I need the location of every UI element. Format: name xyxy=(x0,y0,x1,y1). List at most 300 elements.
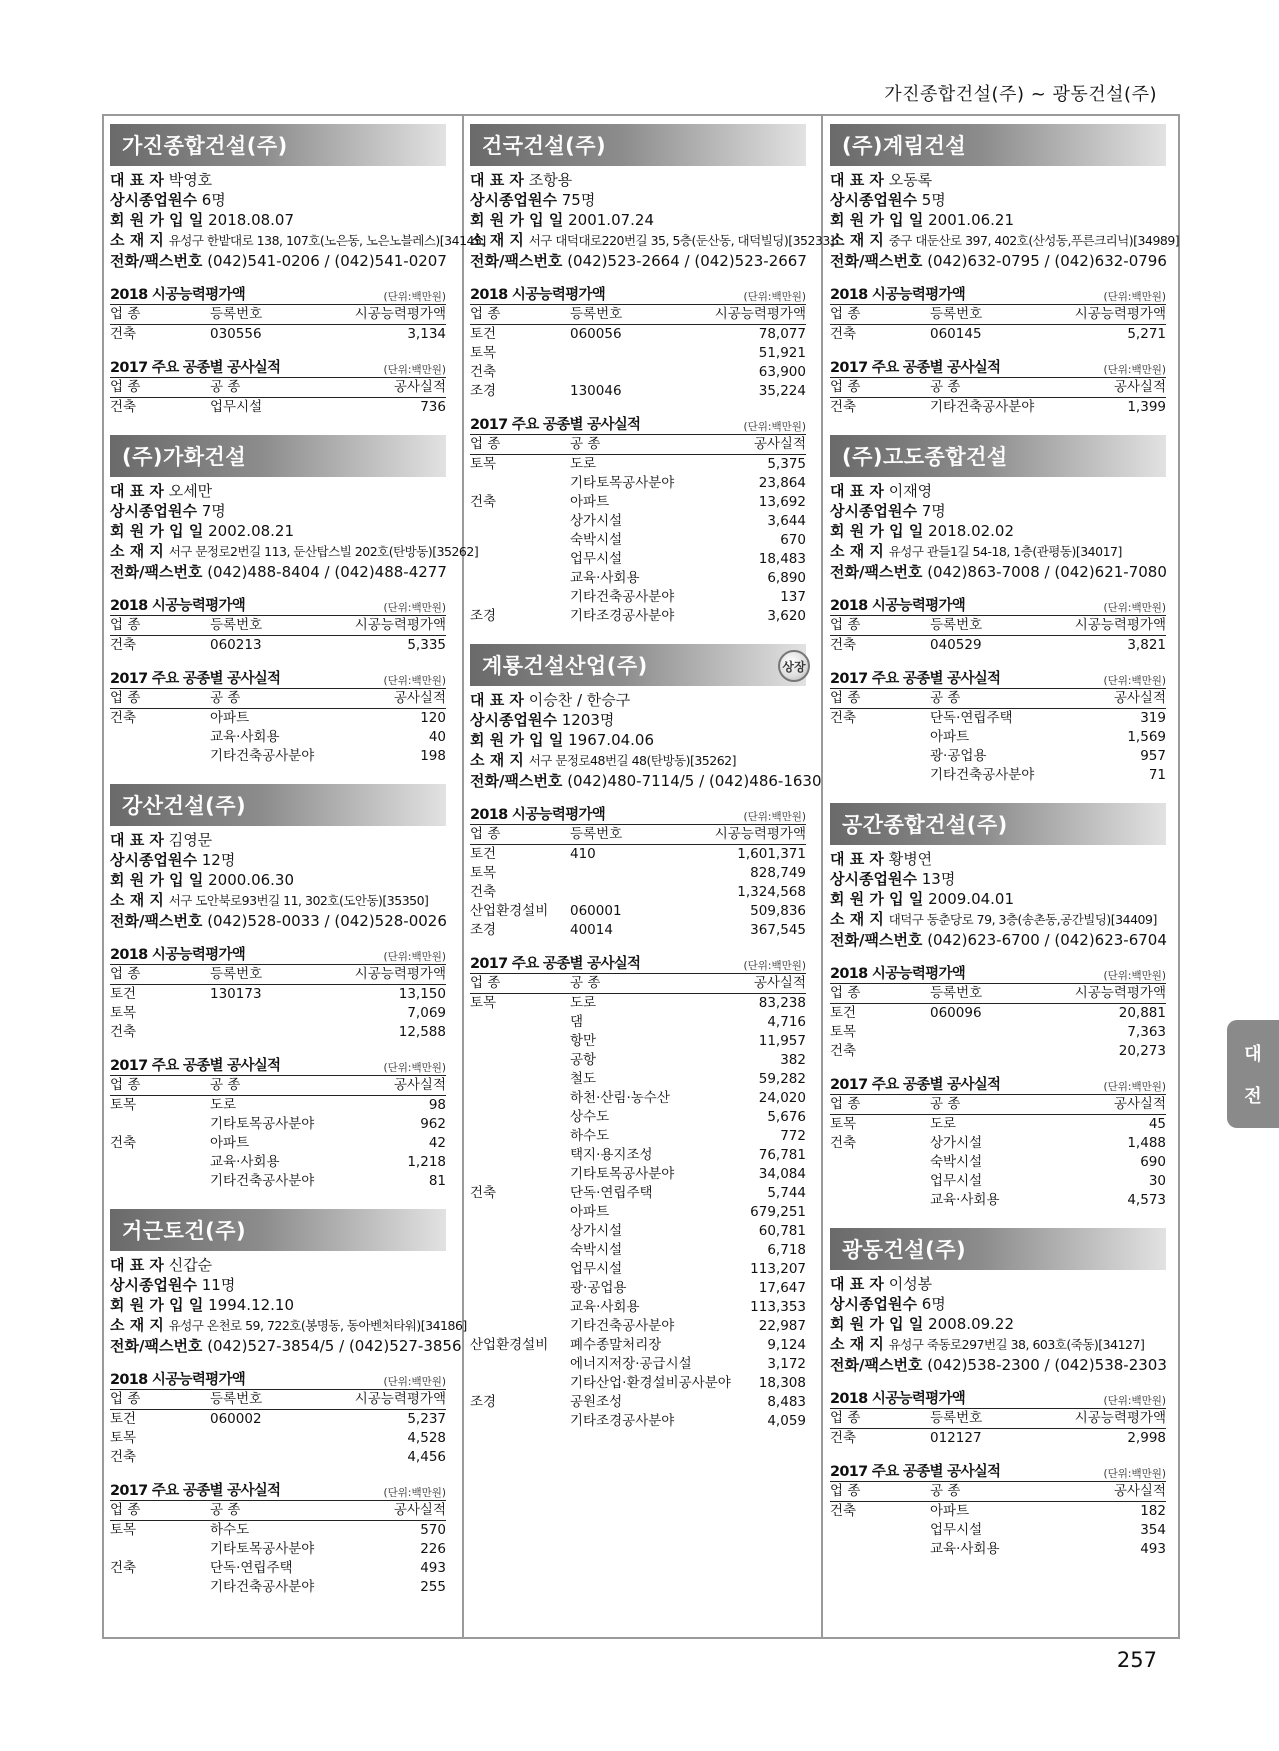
column-divider xyxy=(462,114,464,1639)
capacity-heading xyxy=(110,285,446,305)
capacity-unit: (단위:백만원) xyxy=(383,602,446,614)
column-header: 시공능력평가액 xyxy=(1070,305,1166,325)
column-header: 업 종 xyxy=(830,378,930,398)
table-header xyxy=(110,305,446,325)
column-header: 업 종 xyxy=(830,1482,930,1502)
phone-fax-value: (042)488-8404 / (042)488-4277 xyxy=(207,563,447,581)
performance-title: 2017 주요 공종별 공사실적 xyxy=(470,417,641,433)
performance-table xyxy=(470,974,806,1431)
table-cell: 3,644 xyxy=(767,513,806,529)
table-cell: 건축 xyxy=(830,1503,857,1519)
table-cell: 토목 xyxy=(110,1522,137,1538)
table-cell: 건축 xyxy=(470,494,497,510)
table-row xyxy=(470,1203,806,1222)
column-header: 등록번호 xyxy=(210,616,350,636)
column-header: 등록번호 xyxy=(570,825,710,845)
table-row xyxy=(830,398,1166,418)
join-date-label: 회 원 가 입 일 xyxy=(470,731,564,749)
table-row xyxy=(470,363,806,382)
table-cell: 679,251 xyxy=(750,1204,806,1220)
table-cell: 아파트 xyxy=(570,1204,610,1220)
table-row xyxy=(470,1013,806,1032)
table-cell: 957 xyxy=(1140,748,1166,764)
table-row xyxy=(830,728,1166,747)
employee-count-value: 6명 xyxy=(921,1295,946,1313)
table-cell: 교육·사회용 xyxy=(930,1541,1000,1557)
table-cell: 12,588 xyxy=(398,1024,446,1040)
table-row xyxy=(110,728,446,747)
employee-count xyxy=(110,190,446,210)
table-cell: 토목 xyxy=(830,1116,857,1132)
representative-value: 이성봉 xyxy=(888,1275,933,1293)
table-cell: 기타토목공사분야 xyxy=(570,1166,675,1182)
table-row xyxy=(470,1393,806,1412)
table-cell: 690 xyxy=(1140,1154,1166,1170)
table-cell: 6,718 xyxy=(767,1242,806,1258)
table-cell: 건축 xyxy=(830,637,857,653)
table-row xyxy=(110,1448,446,1467)
table-row xyxy=(110,709,446,729)
column-header: 등록번호 xyxy=(930,616,1070,636)
capacity-heading xyxy=(110,596,446,616)
table-cell: 업무시설 xyxy=(210,399,263,415)
table-cell xyxy=(470,569,570,588)
table-cell: 기타건축공사분야 xyxy=(210,1173,315,1189)
table-row xyxy=(110,325,446,345)
performance-table xyxy=(470,435,806,626)
table-row xyxy=(470,550,806,569)
address-value: 서구 문정로2번길 113, 둔산탑스빌 202호(탄방동)[35262] xyxy=(168,544,479,559)
table-cell: 산업환경설비 xyxy=(470,1337,549,1353)
table-row xyxy=(470,588,806,607)
performance-unit: (단위:백만원) xyxy=(1103,364,1166,376)
representative-label: 대 표 자 xyxy=(830,1275,884,1293)
table-cell: 토목 xyxy=(470,345,497,361)
table-header xyxy=(110,965,446,985)
column-header: 공사실적 xyxy=(1070,1095,1166,1115)
column-header: 업 종 xyxy=(110,1501,210,1521)
performance-title: 2017 주요 공종별 공사실적 xyxy=(830,1077,1001,1093)
company-entry xyxy=(830,435,1166,785)
table-cell xyxy=(470,1013,570,1032)
table-header xyxy=(470,305,806,325)
table-row xyxy=(470,1279,806,1298)
table-cell: 업무시설 xyxy=(570,551,623,567)
column-header: 시공능력평가액 xyxy=(1070,984,1166,1004)
table-row xyxy=(830,325,1166,345)
representative-label: 대 표 자 xyxy=(110,831,164,849)
table-cell xyxy=(210,1448,350,1467)
table-row xyxy=(470,845,806,865)
table-cell: 아파트 xyxy=(210,710,250,726)
table-row xyxy=(470,344,806,363)
capacity-unit: (단위:백만원) xyxy=(1103,291,1166,303)
column-header: 공 종 xyxy=(210,689,350,709)
address-label: 소 재 지 xyxy=(470,231,524,249)
phone-fax-label: 전화/팩스번호 xyxy=(830,1356,923,1374)
representative-value: 오세만 xyxy=(168,482,213,500)
table-cell: 81 xyxy=(428,1173,446,1189)
address-value: 서구 도안북로93번길 11, 302호(도안동)[35350] xyxy=(168,893,429,908)
table-cell: 숙박시설 xyxy=(930,1154,983,1170)
table-cell: 3,134 xyxy=(407,326,446,342)
table-row xyxy=(110,1004,446,1023)
representative-label: 대 표 자 xyxy=(470,171,524,189)
capacity-title: 2018 시공능력평가액 xyxy=(110,947,246,963)
join-date xyxy=(830,1314,1166,1334)
table-cell: 51,921 xyxy=(758,345,806,361)
performance-table xyxy=(830,1095,1166,1210)
employee-count-value: 12명 xyxy=(201,851,236,869)
address-label: 소 재 지 xyxy=(830,542,884,560)
company-entry xyxy=(110,1209,467,1597)
table-cell xyxy=(470,1260,570,1279)
employee-count-value: 13명 xyxy=(921,870,956,888)
join-date-label: 회 원 가 입 일 xyxy=(470,211,564,229)
table-row xyxy=(830,1540,1166,1559)
table-cell: 040529 xyxy=(930,637,982,653)
capacity-unit: (단위:백만원) xyxy=(383,951,446,963)
join-date-value: 2018.02.02 xyxy=(928,522,1015,540)
table-cell: 137 xyxy=(780,589,806,605)
table-cell: 828,749 xyxy=(750,865,806,881)
representative xyxy=(110,481,446,501)
phone-fax-label: 전화/팩스번호 xyxy=(110,912,203,930)
performance-heading xyxy=(830,1462,1166,1482)
phone-fax-value: (042)541-0206 / (042)541-0207 xyxy=(207,252,447,270)
column-header: 공 종 xyxy=(210,378,350,398)
company-title-bar xyxy=(830,803,1166,845)
table-cell xyxy=(570,344,710,363)
representative xyxy=(830,481,1166,501)
join-date xyxy=(110,521,446,541)
phone-fax xyxy=(470,251,806,271)
table-cell: 130173 xyxy=(210,986,262,1002)
table-cell: 건축 xyxy=(470,364,497,380)
representative-value: 황병연 xyxy=(888,850,933,868)
column-header: 시공능력평가액 xyxy=(1070,616,1166,636)
table-cell xyxy=(930,1023,1070,1042)
performance-unit: (단위:백만원) xyxy=(743,960,806,972)
table-cell: 3,172 xyxy=(767,1356,806,1372)
phone-fax-label: 전화/팩스번호 xyxy=(470,252,563,270)
company-name: (주)계림건설 xyxy=(842,134,967,158)
company-entry xyxy=(830,124,1180,417)
table-row xyxy=(470,1412,806,1431)
table-cell: 113,207 xyxy=(750,1261,806,1277)
capacity-heading xyxy=(830,285,1166,305)
phone-fax xyxy=(830,930,1166,950)
table-cell: 기타토목공사분야 xyxy=(210,1116,315,1132)
column-header: 업 종 xyxy=(830,1095,930,1115)
table-cell: 7,363 xyxy=(1127,1024,1166,1040)
table-cell: 113,353 xyxy=(750,1299,806,1315)
table-cell: 건축 xyxy=(110,1135,137,1151)
table-cell: 건축 xyxy=(470,884,497,900)
table-cell: 060001 xyxy=(570,903,622,919)
employee-count-value: 1203명 xyxy=(561,711,615,729)
phone-fax-value: (042)632-0795 / (042)632-0796 xyxy=(927,252,1167,270)
phone-fax-value: (042)863-7008 / (042)621-7080 xyxy=(927,563,1167,581)
table-cell xyxy=(110,1153,210,1172)
table-cell: 업무시설 xyxy=(570,1261,623,1277)
representative xyxy=(470,690,806,710)
company-name: 계룡건설산업(주) xyxy=(482,654,648,678)
performance-title: 2017 주요 공종별 공사실적 xyxy=(110,1058,281,1074)
column-header: 공 종 xyxy=(570,435,710,455)
column-header: 업 종 xyxy=(110,689,210,709)
table-row xyxy=(470,864,806,883)
representative-value: 조항용 xyxy=(528,171,573,189)
performance-unit: (단위:백만원) xyxy=(383,364,446,376)
company-entry xyxy=(110,435,479,766)
column-header: 업 종 xyxy=(110,1076,210,1096)
address-value: 중구 대둔산로 397, 402호(산성동,푸른크리닉)[34989] xyxy=(888,233,1180,248)
employee-count xyxy=(830,869,1166,889)
table-cell: 1,601,371 xyxy=(737,846,806,862)
phone-fax-label: 전화/팩스번호 xyxy=(110,252,203,270)
table-row xyxy=(110,747,446,766)
join-date-label: 회 원 가 입 일 xyxy=(110,871,204,889)
table-row xyxy=(470,512,806,531)
table-cell: 토목 xyxy=(110,1430,137,1446)
capacity-unit: (단위:백만원) xyxy=(1103,602,1166,614)
table-cell: 509,836 xyxy=(750,903,806,919)
company-entry xyxy=(470,644,822,1431)
company-name: 거근토건(주) xyxy=(122,1219,247,1243)
table-row xyxy=(110,1578,446,1597)
company-name: 강산건설(주) xyxy=(122,794,247,818)
table-cell: 조경 xyxy=(470,1394,497,1410)
join-date-value: 2002.08.21 xyxy=(208,522,295,540)
column-header: 등록번호 xyxy=(930,984,1070,1004)
table-cell: 3,620 xyxy=(767,608,806,624)
table-cell xyxy=(110,1540,210,1559)
table-cell: 기타토목공사분야 xyxy=(570,475,675,491)
representative-value: 신갑순 xyxy=(168,1256,213,1274)
table-cell: 건축 xyxy=(830,1430,857,1446)
phone-fax-value: (042)538-2300 / (042)538-2303 xyxy=(927,1356,1167,1374)
performance-unit: (단위:백만원) xyxy=(383,675,446,687)
column-header: 업 종 xyxy=(470,305,570,325)
table-cell: 6,890 xyxy=(767,570,806,586)
table-cell: 하천·산림·농수산 xyxy=(570,1090,670,1106)
table-cell: 기타조경공사분야 xyxy=(570,1413,675,1429)
company-name: 공간종합건설(주) xyxy=(842,813,1008,837)
representative-value: 박영호 xyxy=(168,171,213,189)
representative-label: 대 표 자 xyxy=(830,171,884,189)
table-cell: 34,084 xyxy=(758,1166,806,1182)
table-header xyxy=(110,689,446,709)
phone-fax-label: 전화/팩스번호 xyxy=(830,563,923,581)
region-tab[interactable] xyxy=(1227,1020,1279,1128)
column-header: 공사실적 xyxy=(1070,689,1166,709)
table-cell: 9,124 xyxy=(767,1337,806,1353)
phone-fax-value: (042)527-3854/5 / (042)527-3856 xyxy=(207,1337,462,1355)
join-date-value: 1994.12.10 xyxy=(208,1296,295,1314)
company-title-bar xyxy=(470,644,806,686)
table-cell: 토건 xyxy=(470,846,497,862)
performance-table xyxy=(110,1076,446,1191)
join-date-label: 회 원 가 입 일 xyxy=(830,890,924,908)
table-cell: 기타건축공사분야 xyxy=(570,1318,675,1334)
table-cell: 060056 xyxy=(570,326,622,342)
region-tab-line1: 대 xyxy=(1244,1044,1262,1065)
capacity-table xyxy=(110,616,446,655)
table-cell: 기타산업·환경설비공사분야 xyxy=(570,1375,731,1391)
join-date-label: 회 원 가 입 일 xyxy=(830,522,924,540)
employee-count xyxy=(110,1275,446,1295)
table-cell xyxy=(470,1146,570,1165)
table-cell: 5,744 xyxy=(767,1185,806,1201)
join-date-value: 2008.09.22 xyxy=(928,1315,1015,1333)
phone-fax-value: (042)528-0033 / (042)528-0026 xyxy=(207,912,447,930)
table-header xyxy=(830,616,1166,636)
employee-count-value: 7명 xyxy=(921,502,946,520)
table-row xyxy=(470,1184,806,1203)
table-cell: 570 xyxy=(420,1522,446,1538)
table-row xyxy=(470,1222,806,1241)
table-cell: 항만 xyxy=(570,1033,597,1049)
table-row xyxy=(470,1165,806,1184)
capacity-table xyxy=(110,305,446,344)
employee-count-label: 상시종업원수 xyxy=(470,191,557,209)
table-cell xyxy=(470,1127,570,1146)
address xyxy=(110,890,446,911)
company-name: 가진종합건설(주) xyxy=(122,134,288,158)
table-row xyxy=(470,1051,806,1070)
representative-label: 대 표 자 xyxy=(830,850,884,868)
table-row xyxy=(830,636,1166,656)
table-cell: 5,676 xyxy=(767,1109,806,1125)
table-row xyxy=(470,531,806,550)
table-cell: 2,998 xyxy=(1127,1430,1166,1446)
capacity-table xyxy=(470,825,806,940)
table-cell: 숙박시설 xyxy=(570,532,623,548)
join-date xyxy=(830,889,1166,909)
join-date-label: 회 원 가 입 일 xyxy=(830,1315,924,1333)
performance-title: 2017 주요 공종별 공사실적 xyxy=(830,1464,1001,1480)
table-cell: 1,218 xyxy=(407,1154,446,1170)
table-cell: 건축 xyxy=(110,710,137,726)
table-cell: 78,077 xyxy=(758,326,806,342)
employee-count-value: 75명 xyxy=(561,191,596,209)
employee-count xyxy=(470,710,806,730)
column-header: 업 종 xyxy=(830,616,930,636)
table-cell: 업무시설 xyxy=(930,1522,983,1538)
capacity-heading xyxy=(110,1370,446,1390)
table-row xyxy=(830,1429,1166,1449)
table-header xyxy=(110,378,446,398)
employee-count-label: 상시종업원수 xyxy=(110,502,197,520)
performance-table xyxy=(830,378,1166,417)
table-cell xyxy=(830,766,930,785)
table-cell xyxy=(470,1032,570,1051)
table-cell: 건축 xyxy=(830,326,857,342)
table-row xyxy=(470,493,806,512)
phone-fax-label: 전화/팩스번호 xyxy=(830,252,923,270)
phone-fax xyxy=(110,562,446,582)
performance-unit: (단위:백만원) xyxy=(383,1062,446,1074)
table-cell: 382 xyxy=(780,1052,806,1068)
table-cell xyxy=(210,1023,350,1042)
table-cell: 건축 xyxy=(110,1560,137,1576)
table-cell xyxy=(110,747,210,766)
company-name: 광동건설(주) xyxy=(842,1238,967,1262)
table-cell: 40 xyxy=(428,729,446,745)
table-cell: 기타건축공사분야 xyxy=(930,767,1035,783)
address-value: 대덕구 동춘당로 79, 3층(송촌동,공간빌딩)[34409] xyxy=(888,912,1157,927)
performance-table xyxy=(830,689,1166,785)
address-label: 소 재 지 xyxy=(470,751,524,769)
column-header: 공 종 xyxy=(570,974,731,994)
table-cell xyxy=(830,1191,930,1210)
table-row xyxy=(830,1042,1166,1061)
phone-fax xyxy=(110,911,446,931)
company-title-bar xyxy=(110,1209,446,1251)
table-cell xyxy=(110,1578,210,1597)
table-cell: 업무시설 xyxy=(930,1173,983,1189)
table-cell: 도로 xyxy=(210,1097,237,1113)
join-date xyxy=(830,210,1166,230)
column-header: 공사실적 xyxy=(350,1076,446,1096)
table-row xyxy=(470,994,806,1014)
table-row xyxy=(830,1521,1166,1540)
address xyxy=(470,230,835,251)
table-row xyxy=(470,1260,806,1279)
table-cell xyxy=(930,1042,1070,1061)
table-header xyxy=(830,1409,1166,1429)
phone-fax-label: 전화/팩스번호 xyxy=(470,772,563,790)
table-cell: 하수도 xyxy=(570,1128,610,1144)
column-header: 공사실적 xyxy=(350,1501,446,1521)
table-row xyxy=(470,1355,806,1374)
performance-title: 2017 주요 공종별 공사실적 xyxy=(470,956,641,972)
table-row xyxy=(830,766,1166,785)
table-cell: 교육·사회용 xyxy=(210,1154,280,1170)
table-cell: 조경 xyxy=(470,383,497,399)
employee-count xyxy=(830,1294,1166,1314)
table-row xyxy=(110,1410,446,1430)
address-value: 유성구 관들1길 54-18, 1층(관평동)[34017] xyxy=(888,544,1122,559)
table-cell: 토건 xyxy=(110,986,137,1002)
representative-label: 대 표 자 xyxy=(110,482,164,500)
capacity-table xyxy=(830,1409,1166,1448)
column-header: 업 종 xyxy=(110,616,210,636)
table-cell: 교육·사회용 xyxy=(570,1299,640,1315)
table-cell: 60,781 xyxy=(758,1223,806,1239)
performance-heading xyxy=(830,669,1166,689)
company-name: 건국건설(주) xyxy=(482,134,607,158)
table-cell: 상가시설 xyxy=(570,1223,623,1239)
table-cell: 670 xyxy=(780,532,806,548)
column-header: 업 종 xyxy=(830,1409,930,1429)
table-cell: 상수도 xyxy=(570,1109,610,1125)
column-header: 업 종 xyxy=(110,1390,210,1410)
table-cell: 아파트 xyxy=(930,729,970,745)
table-cell: 13,692 xyxy=(758,494,806,510)
address xyxy=(110,541,479,562)
column-header: 업 종 xyxy=(830,984,930,1004)
table-row xyxy=(470,902,806,921)
table-row xyxy=(470,1241,806,1260)
table-cell: 건축 xyxy=(470,1185,497,1201)
table-cell xyxy=(470,1203,570,1222)
column-header: 시공능력평가액 xyxy=(1070,1409,1166,1429)
employee-count xyxy=(830,190,1166,210)
table-row xyxy=(470,1146,806,1165)
join-date-label: 회 원 가 입 일 xyxy=(110,211,204,229)
